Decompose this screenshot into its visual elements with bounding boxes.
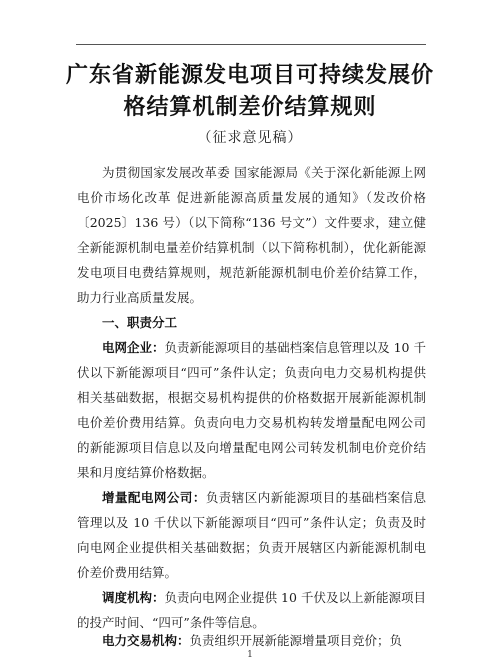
- paragraph-incremental-grid: [77, 485, 426, 585]
- text-dispatch: 负责向电网企业提供 10 千伏及以上新能源项目的投产时间、“四可”条件等信息。: [77, 590, 426, 630]
- text-incremental-grid: 负责辖区内新能源项目的基础档案信息管理以及 10 千伏以下新能源项目“四可”条件认定；负责及时向电网企业提供相关基础数据；负责开展辖区内新能源机制电价差价费用结算。: [77, 490, 426, 580]
- top-divider: [76, 44, 426, 45]
- text-trading: 负责组织开展新能源增量项目竞价；负: [189, 633, 403, 648]
- text-grid-enterprise: 负责新能源项目的基础档案信息管理以及 10 千伏以下新能源项目“四可”条件认定；负责向电力交易机构提供相关基础数据，根据交易机构提供的价格数据开展新能源机制电价差价费用结算。负责向电力交易机构转发增量配电网公司的新能源项目信息以及向增量配电网公司转发机制电价竞价结果和月度结算价格数据。: [77, 340, 426, 480]
- page-number: 1: [247, 650, 253, 660]
- paragraph-trading: [77, 628, 426, 650]
- label-grid-enterprise: 电网企业：: [102, 340, 165, 355]
- intro-paragraph: 为贯彻国家发展改革委 国家能源局《关于深化新能源上网电价市场化改革 促进新能源高质量发展的通知》（发改价格〔2025〕136 号）（以下简称“136 号文”）文件要求，建立健全新能源机制电量差价结算机制（以下简称机制），优化新能源发电项目电费结算规则，规范新能源机制电价差价结算工作，助力行业高质量发展。: [77, 165, 426, 305]
- label-trading: 电力交易机构：: [102, 633, 190, 648]
- paragraph-grid-enterprise: [77, 335, 426, 485]
- label-incremental-grid: 增量配电网公司：: [102, 490, 206, 505]
- document-title: 广东省新能源发电项目可持续发展价格结算机制差价结算规则: [65, 63, 434, 120]
- document-subtitle: （征求意见稿）: [197, 130, 303, 146]
- section-heading-responsibilities: 一、职责分工: [102, 315, 178, 330]
- label-dispatch: 调度机构：: [102, 590, 165, 605]
